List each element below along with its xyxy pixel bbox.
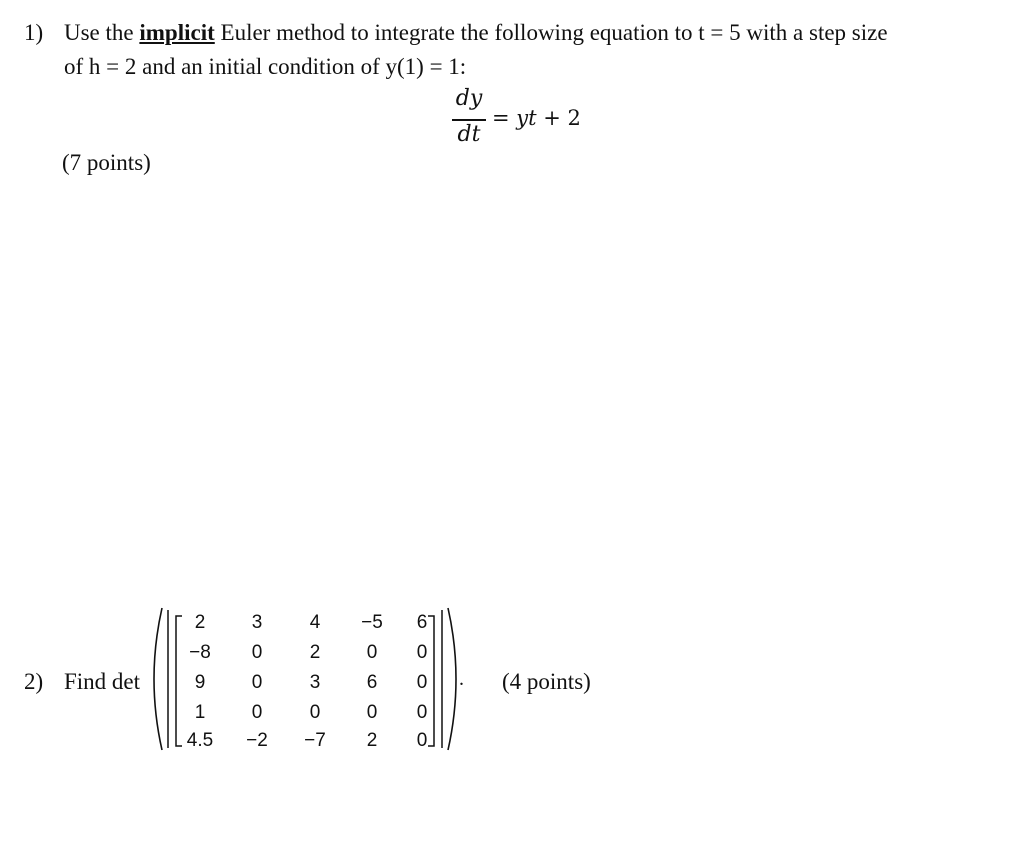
matrix-cell-r5-c2: −2	[246, 730, 268, 751]
matrix-cell-r3-c5: 0	[416, 672, 428, 693]
matrix-cell-r4-c4: 0	[366, 702, 378, 723]
problem-1-text-before: Use the	[64, 20, 140, 45]
rhs-variable: yt	[516, 106, 537, 130]
problem-1-line-2: of h = 2 and an initial condition of y(1) = 1:	[64, 54, 467, 79]
fraction-denominator: dt	[457, 122, 481, 147]
problem-1-number: 1)	[24, 20, 44, 45]
matrix-cell-r4-c5: 0	[416, 702, 428, 723]
matrix-cell-r2-c3: 2	[309, 642, 321, 663]
fraction-bar	[452, 119, 486, 121]
rhs-rest: + 2	[536, 106, 581, 130]
period: .	[459, 668, 464, 690]
matrix-cell-r5-c4: 2	[366, 730, 378, 751]
outer-right-paren	[448, 608, 456, 750]
matrix-cell-r3-c4: 6	[366, 672, 378, 693]
matrix-cell-r4-c2: 0	[251, 702, 263, 723]
matrix-cell-r1-c5: 6	[416, 612, 428, 633]
problem-2-points: (4 points)	[502, 669, 591, 694]
problem-1-line-1	[64, 20, 888, 46]
differential-equation	[452, 86, 602, 150]
problem-2-number: 2)	[24, 669, 44, 694]
matrix-cell-r5-c1: 4.5	[186, 730, 214, 751]
matrix-cell-r3-c1: 9	[194, 672, 206, 693]
equation-right-side	[492, 106, 581, 130]
matrix-cell-r1-c3: 4	[309, 612, 321, 633]
matrix-cell-r5-c3: −7	[304, 730, 326, 751]
outer-left-paren	[154, 608, 162, 750]
matrix-cell-r3-c3: 3	[309, 672, 321, 693]
fraction-numerator: dy	[455, 86, 483, 111]
problem-1-emphasis: implicit	[139, 20, 215, 45]
matrix-cell-r1-c1: 2	[194, 612, 206, 633]
matrix-cell-r3-c2: 0	[251, 672, 263, 693]
problem-1-text-after: Euler method to integrate the following equation to t = 5 with a step size	[214, 20, 888, 45]
matrix-cell-r2-c1: −8	[189, 642, 211, 663]
matrix-cell-r2-c2: 0	[251, 642, 263, 663]
matrix-cell-r4-c1: 1	[194, 702, 206, 723]
matrix-cell-r2-c4: 0	[366, 642, 378, 663]
equals-sign: =	[492, 106, 510, 130]
problem-2-label: Find det	[64, 669, 141, 694]
matrix-cell-r5-c5: 0	[416, 730, 428, 751]
matrix-cell-r1-c4: −5	[361, 612, 383, 633]
matrix-cell-r2-c5: 0	[416, 642, 428, 663]
matrix-cell-r1-c2: 3	[251, 612, 263, 633]
matrix-cell-r4-c3: 0	[309, 702, 321, 723]
problem-1-points: (7 points)	[62, 150, 151, 175]
matrix	[150, 604, 460, 754]
